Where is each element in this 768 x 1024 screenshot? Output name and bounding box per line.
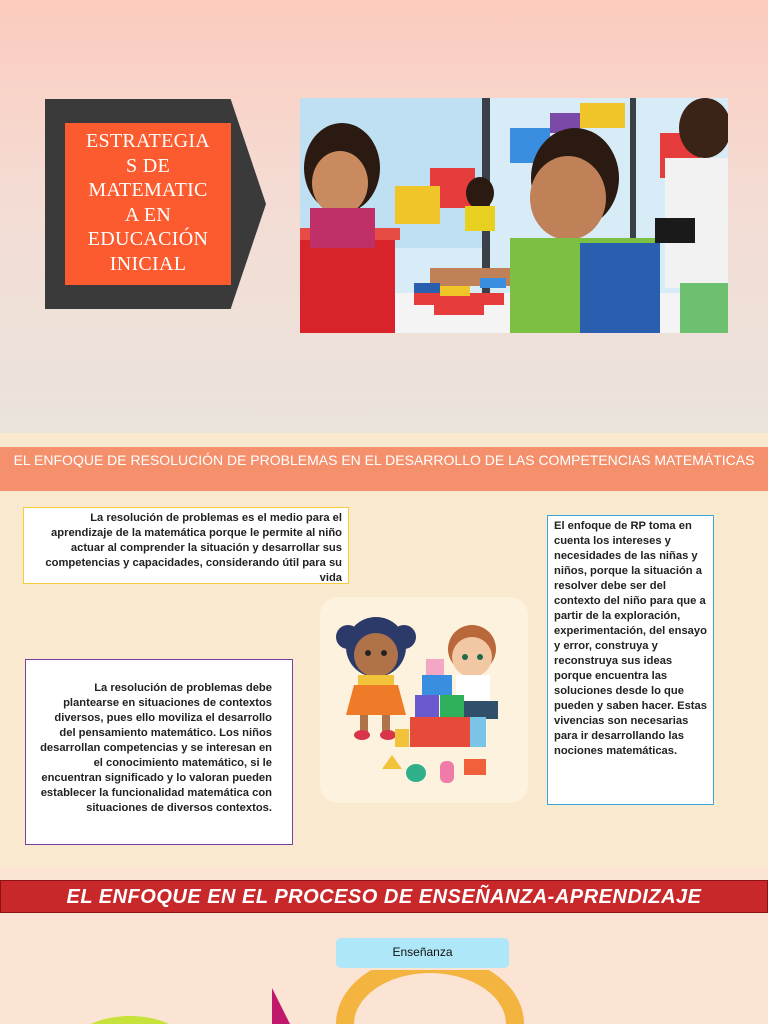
text-box-right: El enfoque de RP toma en cuenta los intereses y necesidades de las niñas y niños, porque la situación a resolver debe ser del contexto del niño para que a partir de la exploración, experimentación, del ensayo y error, construya y reconstruya sus ideas porque encuentra las soluciones desde lo que pueden y saben hacer. Estas vivencias son necesarias para ir desarrollando las nociones matemáticas.	[547, 515, 714, 805]
cycle-diagram-partial	[0, 970, 768, 1024]
children-playing-photo	[300, 98, 728, 333]
ensenanza-label: Enseñanza	[392, 945, 453, 959]
section-banner-red-title: EL ENFOQUE EN EL PROCESO DE ENSEÑANZA-APRENDIZAJE	[66, 886, 702, 908]
title-line: A EN	[124, 203, 172, 226]
title-line: EDUCACIÓN	[87, 228, 209, 250]
cycle-arc-shape	[345, 970, 515, 1024]
text-box-top-left: La resolución de problemas es el medio para el aprendizaje de la matemática porque le permite al niño actuar al comprender la situación y desarrollar sus competencias y capacidades, considerando útil para su vida	[23, 507, 349, 584]
green-ellipse-shape	[78, 1016, 182, 1024]
photo-illustration	[300, 98, 728, 333]
text-box-bottom-left: La resolución de problemas debe plantearse en situaciones de contextos diversos, pues ello moviliza el desarrollo del pensamiento matemático. Los niños desarrollan competencias y se interesan en el conocimiento matemático, si le encuentran significado y lo valoran pueden establecer la funcionalidad matemática con situaciones de diversos contextos.	[25, 659, 293, 845]
title-line: S DE	[126, 154, 170, 177]
title-line: MATEMATIC	[88, 179, 208, 201]
children-blocks-illustration	[320, 597, 528, 803]
title-line: INICIAL	[109, 252, 187, 275]
blocks-illustration-art	[320, 597, 528, 803]
title-line: ESTRATEGIA	[85, 130, 211, 152]
section-banner-title: EL ENFOQUE DE RESOLUCIÓN DE PROBLEMAS EN EL DESARROLLO DE LAS COMPETENCIAS MATEMÁTICAS	[13, 452, 755, 468]
slide-title	[65, 129, 231, 276]
magenta-arrow-shape	[272, 988, 290, 1024]
